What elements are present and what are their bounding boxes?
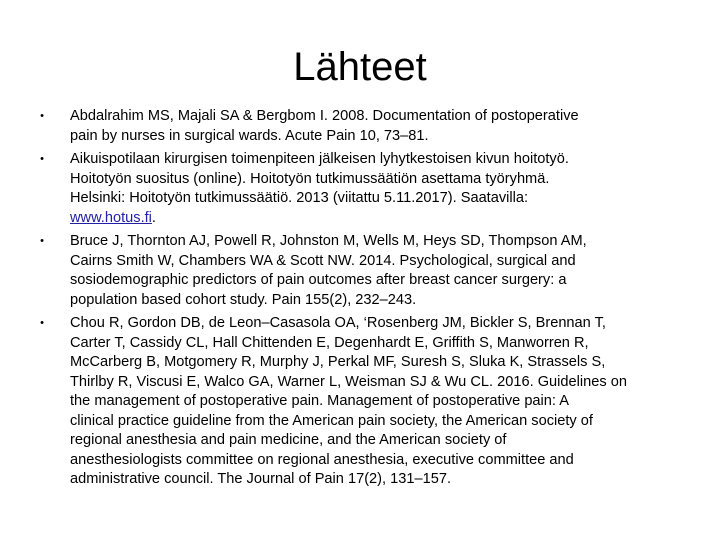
reference-line: Abdalrahim MS, Majali SA & Bergbom I. 2008. Documentation of postoperative xyxy=(70,108,579,124)
reference-line: Bruce J, Thornton AJ, Powell R, Johnston M, Wells M, Heys SD, Thompson AM, xyxy=(70,233,587,249)
reference-line: the management of postoperative pain. Management of postoperative pain: A xyxy=(70,393,569,409)
reference-line: McCarberg B, Motgomery R, Murphy J, Perkal MF, Suresh S, Sluka K, Strassels S, xyxy=(70,354,606,370)
hotus-link[interactable]: www.hotus.fi xyxy=(70,209,152,226)
reference-line: pain by nurses in surgical wards. Acute Pain 10, 73–81. xyxy=(70,127,429,144)
reference-line: sosiodemographic predictors of pain outcomes after breast cancer surgery: a xyxy=(70,272,567,288)
reference-line: anesthesiologists committee on regional anesthesia, executive committee and xyxy=(70,451,574,468)
bullet-icon: • xyxy=(40,153,44,165)
reference-list xyxy=(40,107,710,494)
bullet-icon: • xyxy=(40,110,44,122)
reference-line: Aikuispotilaan kirurgisen toimenpiteen jälkeisen lyhytkestoisen kivun hoitotyö. xyxy=(70,151,569,167)
reference-line: administrative council. The Journal of Pain 17(2), 131–157. xyxy=(70,471,452,487)
reference-item xyxy=(40,314,710,490)
bullet-icon: • xyxy=(40,317,44,329)
reference-line xyxy=(70,209,710,229)
reference-line: clinical practice guideline from the American pain society, the American society of xyxy=(70,412,593,429)
bullet-icon: • xyxy=(40,235,44,247)
reference-item xyxy=(40,150,710,228)
reference-line: population based cohort study. Pain 155(2), 232–243. xyxy=(70,291,417,308)
slide-title: Lähteet xyxy=(293,45,427,89)
reference-item xyxy=(40,107,710,146)
reference-line: Carter T, Cassidy CL, Hall Chittenden E, Degenhardt E, Griffith S, Manworren R, xyxy=(70,334,589,351)
reference-line: Helsinki: Hoitotyön tutkimussäätiö. 2013 (viitattu 5.11.2017). Saatavilla: xyxy=(70,190,529,206)
reference-line: Hoitotyön suositus (online). Hoitotyön tutkimussäätiön asettama työryhmä. xyxy=(70,170,550,187)
reference-line: Thirlby R, Viscusi E, Walco GA, Warner L, Weisman SJ & Wu CL. 2016. Guidelines on xyxy=(70,373,627,390)
link-suffix: . xyxy=(151,209,156,226)
reference-line: Chou R, Gordon DB, de Leon–Casasola OA, ‘Rosenberg JM, Bickler S, Brennan T, xyxy=(70,315,606,331)
reference-line: regional anesthesia and pain medicine, and the American society of xyxy=(70,432,507,448)
reference-line: Cairns Smith W, Chambers WA & Scott NW. 2014. Psychological, surgical and xyxy=(70,252,576,269)
reference-item xyxy=(40,232,710,310)
